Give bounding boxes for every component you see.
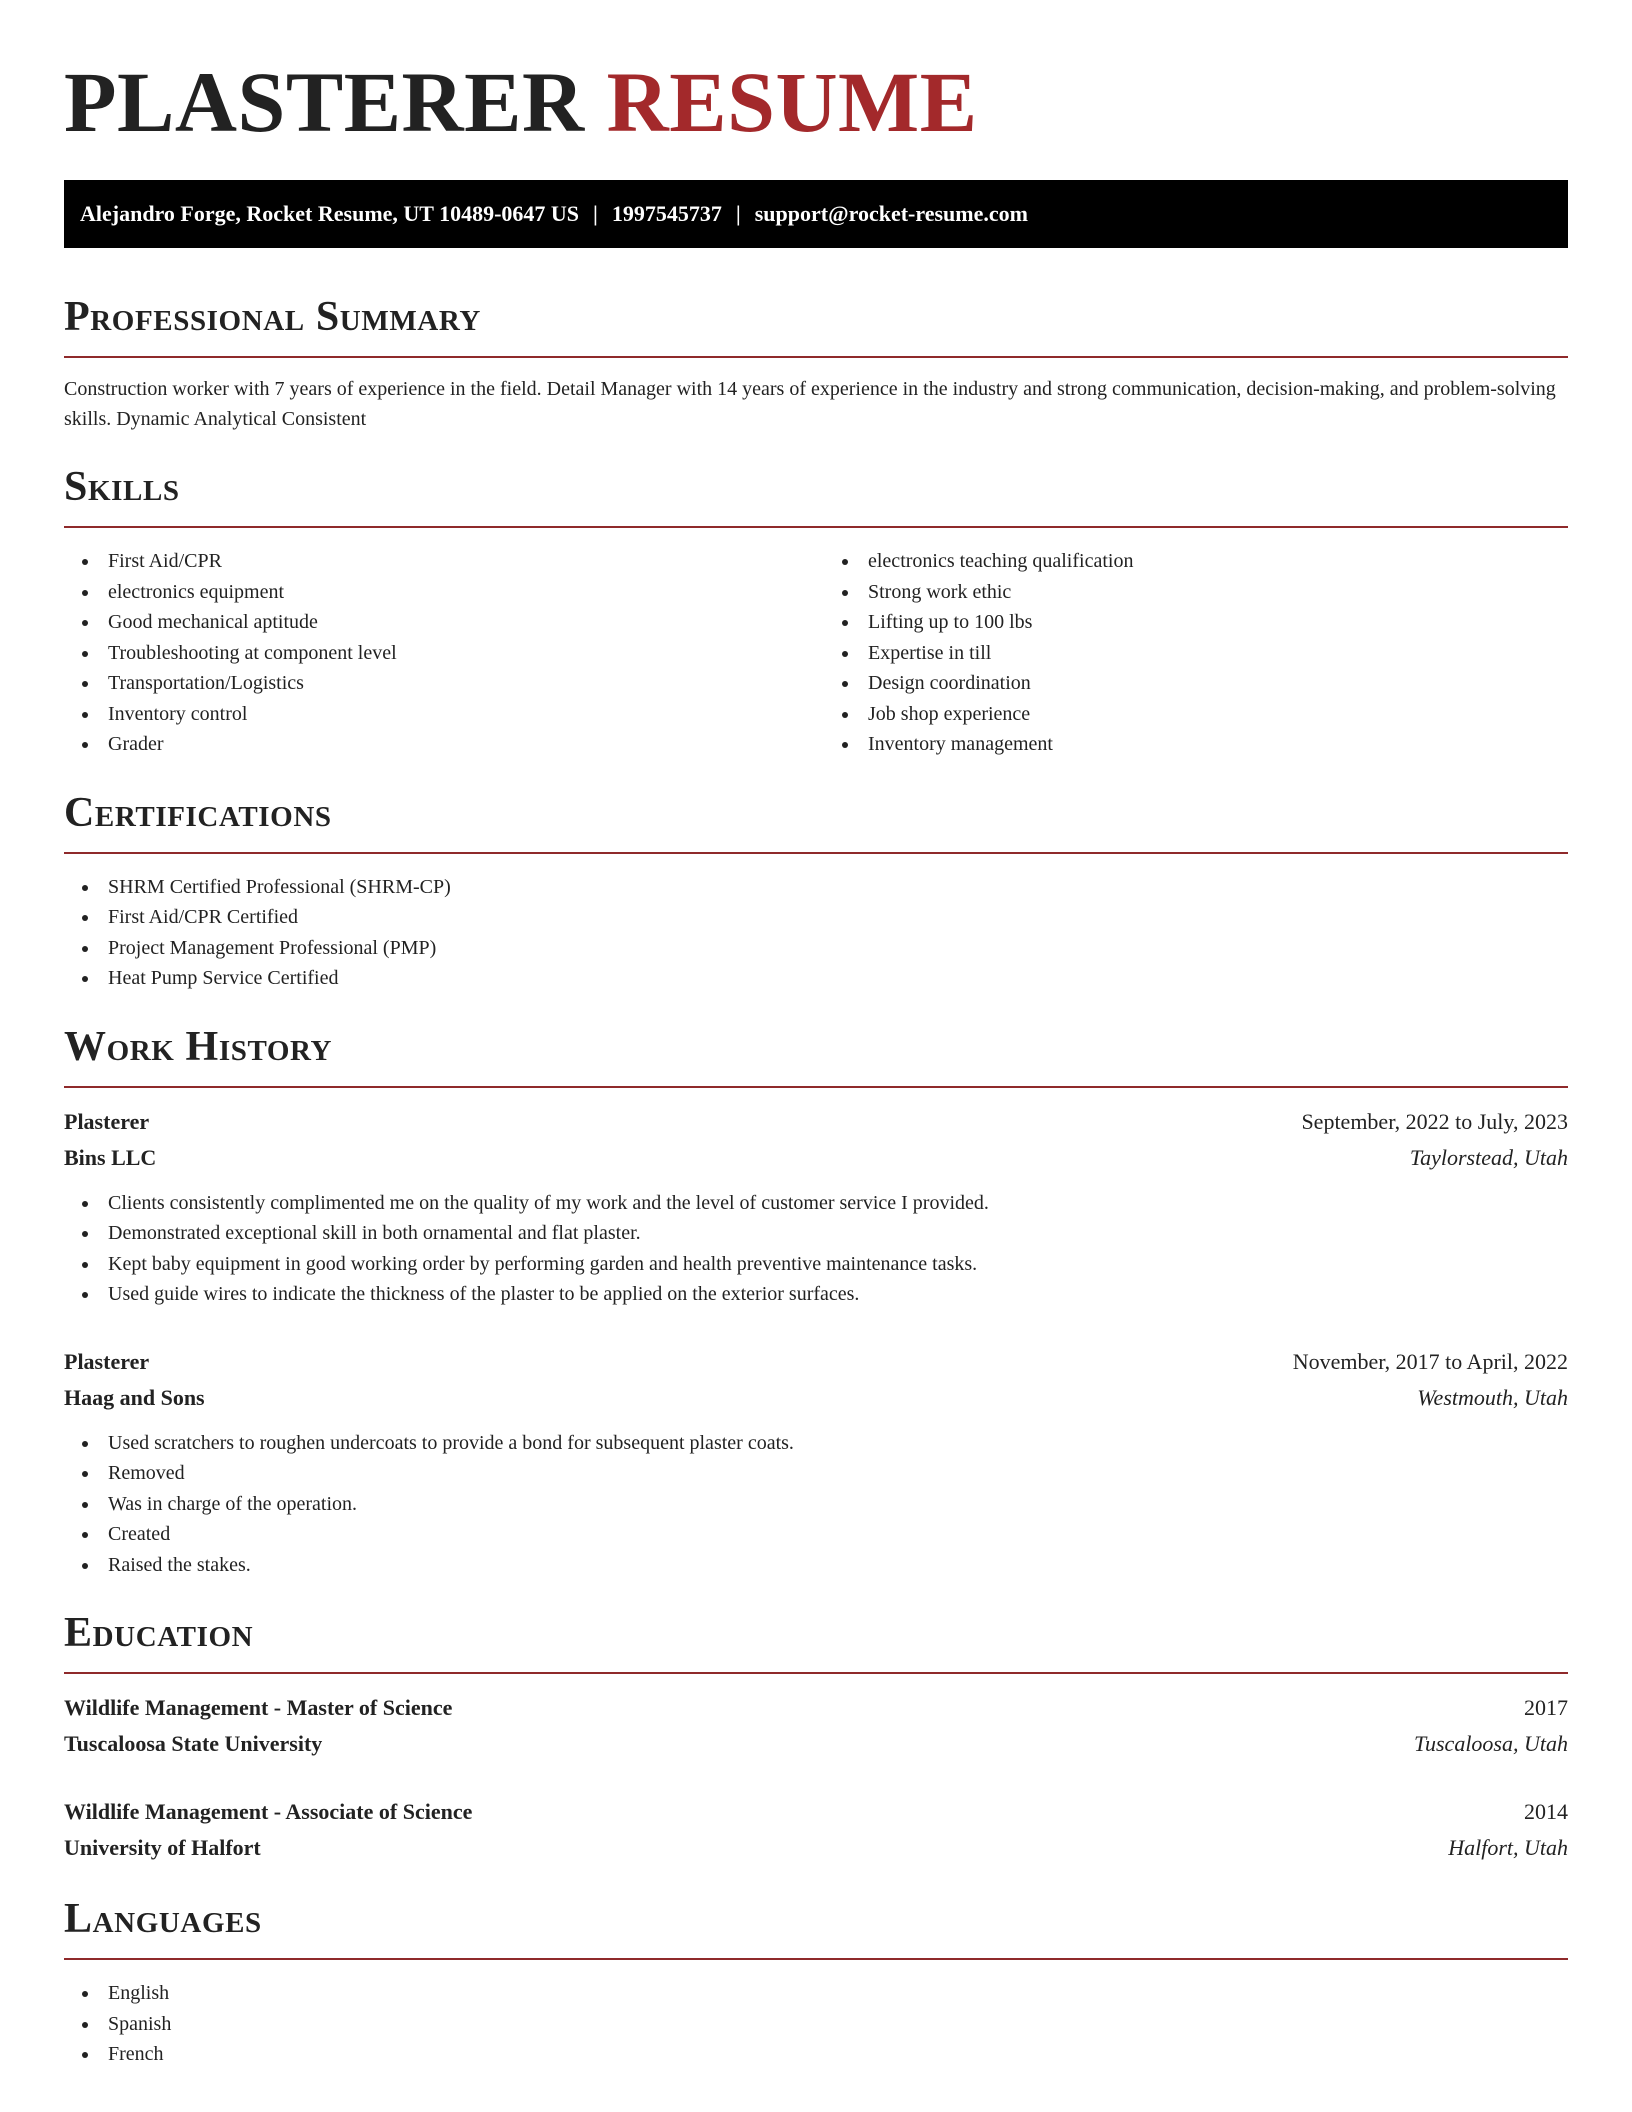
contact-separator: | xyxy=(593,201,598,226)
resume-title xyxy=(64,52,1568,152)
education-degree-row xyxy=(64,1794,1568,1830)
job-duties-list xyxy=(64,1428,1568,1581)
job-duty-item: Used guide wires to indicate the thickness of the plaster to be applied on the exterior surfaces. xyxy=(64,1279,1568,1310)
section-divider xyxy=(64,852,1568,854)
education-school: University of Halfort xyxy=(64,1835,261,1860)
certification-item: First Aid/CPR Certified xyxy=(64,902,1568,933)
job-title: Plasterer xyxy=(64,1348,150,1374)
skill-item: Expertise in till xyxy=(824,638,1568,669)
certifications-list xyxy=(64,872,1568,994)
summary-text: Construction worker with 7 years of experience in the field. Detail Manager with 14 years of experience in the industry and strong communication, decision-making, and problem-solving skills. Dynamic Analytical Consistent xyxy=(64,378,1556,430)
section-heading-certifications: Certifications xyxy=(64,789,332,836)
education-degree: Wildlife Management - Associate of Science xyxy=(64,1799,473,1824)
education-school: Tuscaloosa State University xyxy=(64,1731,323,1756)
education-school-row xyxy=(64,1830,1568,1866)
skill-item: Design coordination xyxy=(824,668,1568,699)
skill-item: First Aid/CPR xyxy=(64,546,816,577)
section-heading-work-history: Work History xyxy=(64,1023,333,1070)
skill-item: Transportation/Logistics xyxy=(64,668,816,699)
section-heading-languages: Languages xyxy=(64,1896,262,1942)
language-item: French xyxy=(64,2039,1568,2070)
education-school-row xyxy=(64,1726,1568,1762)
work-history-section xyxy=(64,1022,1568,1581)
education-degree: Wildlife Management - Master of Science xyxy=(64,1695,453,1720)
section-heading-skills: Skills xyxy=(64,464,180,510)
job-location: Taylorstead, Utah xyxy=(1409,1144,1568,1170)
education-entry xyxy=(64,1690,1568,1762)
certification-item: Heat Pump Service Certified xyxy=(64,963,1568,994)
languages-list xyxy=(64,1978,1568,2070)
job-company-row xyxy=(64,1380,1568,1416)
section-heading-summary: Professional Summary xyxy=(64,294,481,340)
job-duty-item: Demonstrated exceptional skill in both ornamental and flat plaster. xyxy=(64,1218,1568,1249)
skill-item: Grader xyxy=(64,729,816,760)
job-entry xyxy=(64,1104,1568,1310)
certification-item: Project Management Professional (PMP) xyxy=(64,933,1568,964)
job-entry xyxy=(64,1344,1568,1581)
job-duty-item: Used scratchers to roughen undercoats to provide a bond for subsequent plaster coats. xyxy=(64,1428,1568,1459)
section-divider xyxy=(64,1086,1568,1088)
education-year: 2017 xyxy=(1524,1695,1568,1720)
education-location: Tuscaloosa, Utah xyxy=(1413,1731,1568,1756)
skill-item: Strong work ethic xyxy=(824,577,1568,608)
skill-item: Job shop experience xyxy=(824,699,1568,730)
education-entry xyxy=(64,1794,1568,1866)
section-divider xyxy=(64,1672,1568,1674)
education-section xyxy=(64,1608,1568,1866)
job-duties-list xyxy=(64,1188,1568,1310)
job-title: Plasterer xyxy=(64,1108,150,1134)
education-year: 2014 xyxy=(1524,1799,1568,1824)
skills-columns xyxy=(64,528,1568,760)
skill-item: Good mechanical aptitude xyxy=(64,607,816,638)
summary-section xyxy=(64,292,1568,434)
job-company: Haag and Sons xyxy=(64,1384,205,1410)
job-location: Westmouth, Utah xyxy=(1417,1384,1568,1410)
title-main: PLASTERER xyxy=(64,54,585,150)
job-duty-item: Created xyxy=(64,1519,1568,1550)
contact-phone[interactable]: 1997545737 xyxy=(611,201,722,226)
contact-email[interactable]: support@rocket-resume.com xyxy=(754,201,1028,226)
job-header-row xyxy=(64,1104,1568,1140)
skills-list-right xyxy=(816,546,1568,760)
language-item: Spanish xyxy=(64,2009,1568,2040)
job-header-row xyxy=(64,1344,1568,1380)
skill-item: Troubleshooting at component level xyxy=(64,638,816,669)
certification-item: SHRM Certified Professional (SHRM-CP) xyxy=(64,872,1568,903)
job-dates: November, 2017 to April, 2022 xyxy=(1292,1348,1568,1374)
job-company-row xyxy=(64,1140,1568,1176)
language-item: English xyxy=(64,1978,1568,2009)
contact-bar xyxy=(64,180,1568,248)
skill-item: Inventory control xyxy=(64,699,816,730)
job-duty-item: Raised the stakes. xyxy=(64,1550,1568,1581)
skill-item: electronics equipment xyxy=(64,577,816,608)
languages-section xyxy=(64,1894,1568,2070)
contact-separator: | xyxy=(735,201,741,226)
job-duty-item: Clients consistently complimented me on the quality of my work and the level of customer service I provided. xyxy=(64,1188,1568,1219)
job-company: Bins LLC xyxy=(64,1144,157,1170)
job-duty-item: Kept baby equipment in good working order by performing garden and health preventive maintenance tasks. xyxy=(64,1249,1568,1280)
skill-item: Inventory management xyxy=(824,729,1568,760)
section-divider xyxy=(64,1958,1568,1960)
job-dates: September, 2022 to July, 2023 xyxy=(1301,1108,1568,1134)
skills-section xyxy=(64,462,1568,760)
section-heading-education: Education xyxy=(64,1610,254,1656)
certifications-section xyxy=(64,788,1568,994)
title-accent: RESUME xyxy=(606,54,978,150)
job-duty-item: Removed xyxy=(64,1458,1568,1489)
contact-address: Alejandro Forge, Rocket Resume, UT 10489-0647 US xyxy=(80,201,580,226)
job-duty-item: Was in charge of the operation. xyxy=(64,1489,1568,1520)
skill-item: electronics teaching qualification xyxy=(824,546,1568,577)
education-degree-row xyxy=(64,1690,1568,1726)
skills-list-left xyxy=(64,546,816,760)
skill-item: Lifting up to 100 lbs xyxy=(824,607,1568,638)
education-location: Halfort, Utah xyxy=(1448,1835,1568,1860)
section-divider xyxy=(64,356,1568,358)
